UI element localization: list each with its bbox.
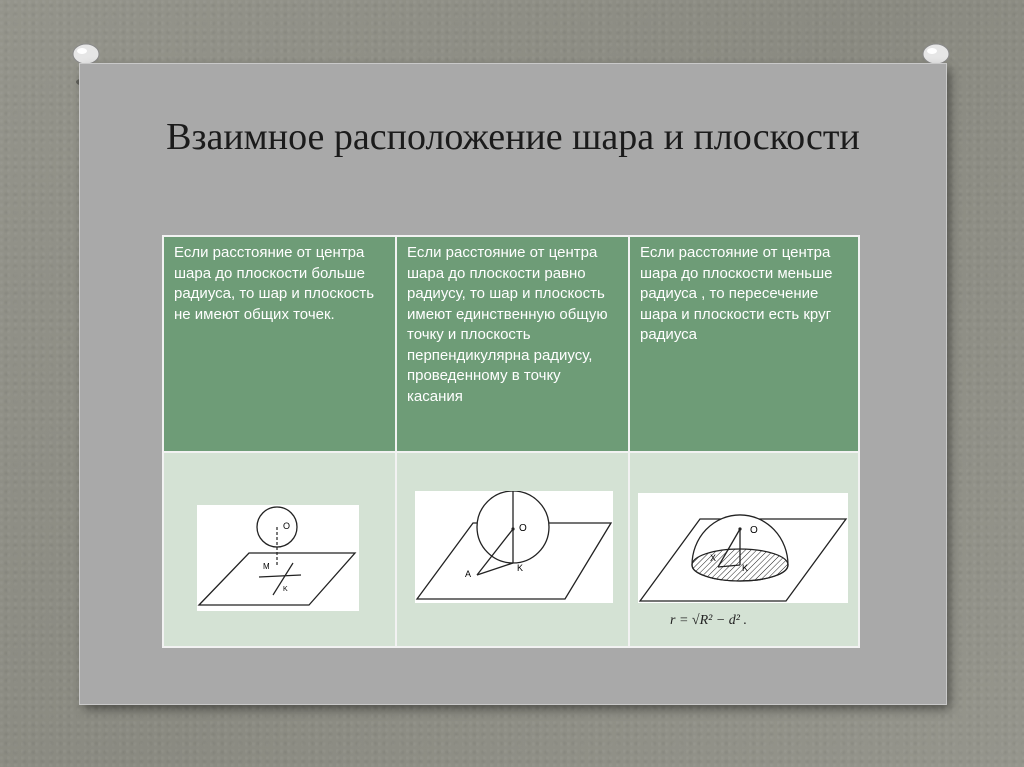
label-o: O [750, 525, 758, 536]
label-m: M [263, 562, 270, 571]
label-o: O [283, 521, 291, 531]
case-1-picture-cell [164, 453, 395, 646]
label-k: K [283, 586, 288, 593]
case-3-description: Если расстояние от центра шара до плоскости меньше радиуса , то пересечение шара и плоскости есть круг радиуса [630, 237, 858, 451]
intersecting-plane-diagram [638, 493, 848, 603]
label-a: A [465, 569, 472, 579]
radius-formula: r = √R² − d² . [670, 613, 747, 628]
case-1-description: Если расстояние от центра шара до плоскости больше радиуса, то шар и плоскость не имеют общих точек. [164, 237, 395, 451]
sphere-above-plane-diagram [197, 505, 359, 611]
case-3-picture-cell [630, 453, 858, 646]
case-2-picture-cell [397, 453, 628, 646]
label-k: K [517, 563, 524, 573]
comparison-table [162, 235, 860, 648]
label-o: O [519, 523, 527, 534]
label-k: K [742, 563, 749, 573]
label-x: X [710, 553, 717, 563]
slide-title: Взаимное расположение шара и плоскости [166, 116, 860, 158]
case-2-description: Если расстояние от центра шара до плоскости равно радиусу, то шар и плоскость имеют единственную общую точку и плоскость перпендикулярна радиусу, проведенному в точку касания [397, 237, 628, 451]
tangent-plane-diagram [415, 491, 613, 603]
